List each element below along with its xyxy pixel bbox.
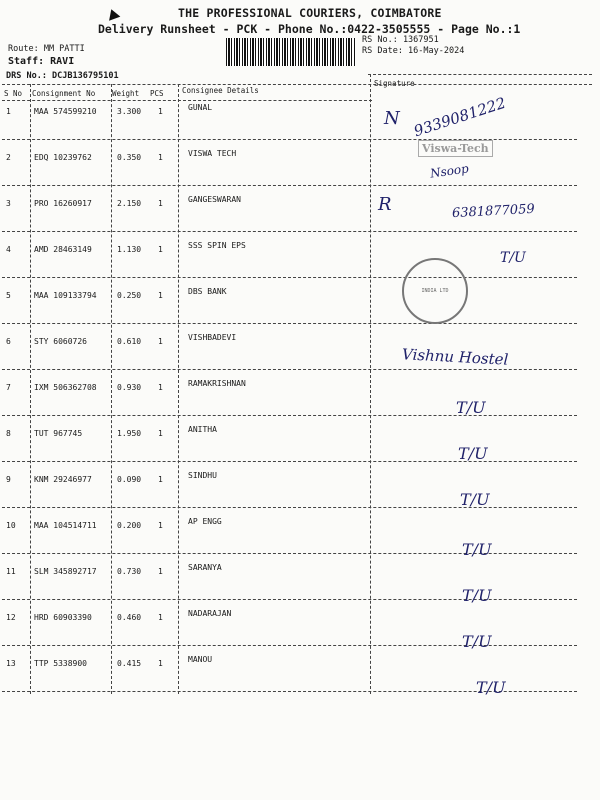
row-weight: 0.090 — [117, 475, 142, 484]
row-consignment-no: EDQ 10239762 — [34, 153, 92, 162]
courier-logo-icon — [106, 7, 121, 21]
row-pcs: 1 — [158, 567, 163, 576]
signature-top-rule — [368, 74, 592, 75]
row-pcs: 1 — [158, 199, 163, 208]
col-divider-1 — [30, 84, 31, 694]
tu-mark: T/U — [460, 490, 490, 509]
row-consignee: NADARAJAN — [188, 609, 232, 618]
row-consignee: SINDHU — [188, 471, 217, 480]
barcode — [226, 38, 356, 66]
row-divider — [2, 461, 577, 462]
row-weight: 0.610 — [117, 337, 142, 346]
col-divider-3 — [178, 84, 179, 694]
rs-date: RS Date: 16-May-2024 — [362, 46, 465, 56]
row-pcs: 1 — [158, 107, 163, 116]
row-consignment-no: PRO 16260917 — [34, 199, 92, 208]
row-consignment-no: STY 6060726 — [34, 337, 87, 346]
drs-number: DRS No.: DCJB136795101 — [6, 71, 119, 81]
rs-number: RS No.: 1367951 — [362, 35, 439, 45]
col-header-signature: Signature — [374, 79, 415, 88]
signature-row-6: Vishnu Hostel — [401, 345, 509, 369]
row-consignee: RAMAKRISHNAN — [188, 379, 246, 388]
row-divider — [2, 323, 577, 324]
tu-mark: T/U — [462, 632, 492, 651]
tu-mark: T/U — [456, 398, 486, 417]
row-pcs: 1 — [158, 153, 163, 162]
row-weight: 3.300 — [117, 107, 142, 116]
row-weight: 0.350 — [117, 153, 142, 162]
row-pcs: 1 — [158, 521, 163, 530]
row-consignee: DBS BANK — [188, 287, 227, 296]
row-sno: 9 — [6, 475, 11, 484]
signature-row-2: Nsoop — [429, 161, 470, 181]
col-header-sno: S No — [4, 89, 23, 98]
row-pcs: 1 — [158, 383, 163, 392]
company-stamp-row-2: Viswa-Tech — [418, 140, 493, 157]
row-consignee: VISHBADEVI — [188, 333, 237, 342]
col-header-consignment: Consignment No — [32, 89, 96, 98]
tu-mark: T/U — [476, 678, 506, 697]
col-header-weight: Weight — [112, 89, 140, 98]
row-consignee: SARANYA — [188, 563, 222, 572]
seal-text: INDIA LTD — [421, 288, 449, 294]
col-divider-2 — [111, 84, 112, 694]
row-divider — [2, 507, 577, 508]
row-pcs: 1 — [158, 429, 163, 438]
row-weight: 1.130 — [117, 245, 142, 254]
row-weight: 0.460 — [117, 613, 142, 622]
row-consignment-no: MAA 109133794 — [34, 291, 97, 300]
row-sno: 5 — [6, 291, 11, 300]
row-pcs: 1 — [158, 337, 163, 346]
header-bottom-rule — [2, 100, 372, 101]
row-sno: 4 — [6, 245, 11, 254]
page-title: THE PROFESSIONAL COURIERS, COIMBATORE — [178, 6, 442, 20]
signature-row-1: 9339081222 — [411, 93, 508, 141]
row-consignment-no: IXM 506362708 — [34, 383, 97, 392]
row-sno: 1 — [6, 107, 11, 116]
row-sno: 13 — [6, 659, 16, 668]
row-sno: 8 — [6, 429, 11, 438]
staff-label: Staff: RAVI — [8, 56, 75, 67]
row-weight: 0.415 — [117, 659, 142, 668]
row-weight: 0.200 — [117, 521, 142, 530]
row-consignment-no: KNM 29246977 — [34, 475, 92, 484]
col-divider-4 — [370, 74, 371, 694]
tu-mark: T/U — [462, 540, 492, 559]
row-sno: 11 — [6, 567, 16, 576]
row-consignee: MANOU — [188, 655, 213, 664]
row-weight: 0.730 — [117, 567, 142, 576]
signature-scribble-row-3: R — [378, 194, 392, 215]
row-consignee: SSS SPIN EPS — [188, 241, 246, 250]
row-consignment-no: TTP 5338900 — [34, 659, 87, 668]
row-sno: 6 — [6, 337, 11, 346]
row-weight: 0.930 — [117, 383, 142, 392]
col-header-pcs: PCS — [150, 89, 164, 98]
row-divider — [2, 185, 577, 186]
row-sno: 7 — [6, 383, 11, 392]
row-pcs: 1 — [158, 659, 163, 668]
row-divider — [2, 369, 577, 370]
row-sno: 2 — [6, 153, 11, 162]
signature-scribble-row-1: N — [384, 108, 400, 129]
row-sno: 3 — [6, 199, 11, 208]
row-divider — [2, 277, 577, 278]
runsheet-subtitle: Delivery Runsheet - PCK - Phone No.:0422-3505555 - Page No.:1 — [98, 22, 521, 36]
company-seal-row-4 — [402, 258, 468, 324]
row-weight: 2.150 — [117, 199, 142, 208]
row-weight: 1.950 — [117, 429, 142, 438]
row-sno: 12 — [6, 613, 16, 622]
route-label: Route: MM PATTI — [8, 44, 85, 54]
row-pcs: 1 — [158, 613, 163, 622]
header-top-rule — [2, 84, 592, 85]
row-consignee: GUNAL — [188, 103, 213, 112]
row-consignment-no: HRD 60903390 — [34, 613, 92, 622]
tu-mark: T/U — [462, 586, 492, 605]
row-consignment-no: SLM 345892717 — [34, 567, 97, 576]
row-pcs: 1 — [158, 475, 163, 484]
tu-mark: T/U — [458, 444, 488, 463]
row-divider — [2, 231, 577, 232]
row-weight: 0.250 — [117, 291, 142, 300]
row-divider — [2, 415, 577, 416]
row-consignee: AP ENGG — [188, 517, 222, 526]
row-sno: 10 — [6, 521, 16, 530]
row-consignment-no: MAA 574599210 — [34, 107, 97, 116]
row-consignment-no: MAA 104514711 — [34, 521, 97, 530]
col-header-consignee: Consignee Details — [182, 86, 259, 95]
row-pcs: 1 — [158, 245, 163, 254]
row-consignee: VISWA TECH — [188, 149, 237, 158]
signature-row-3: 6381877059 — [451, 201, 536, 222]
row-consignee: ANITHA — [188, 425, 217, 434]
row-consignment-no: TUT 967745 — [34, 429, 83, 438]
row-pcs: 1 — [158, 291, 163, 300]
row-consignment-no: AMD 28463149 — [34, 245, 92, 254]
row-consignee: GANGESWARAN — [188, 195, 241, 204]
tu-mark: T/U — [500, 250, 526, 266]
